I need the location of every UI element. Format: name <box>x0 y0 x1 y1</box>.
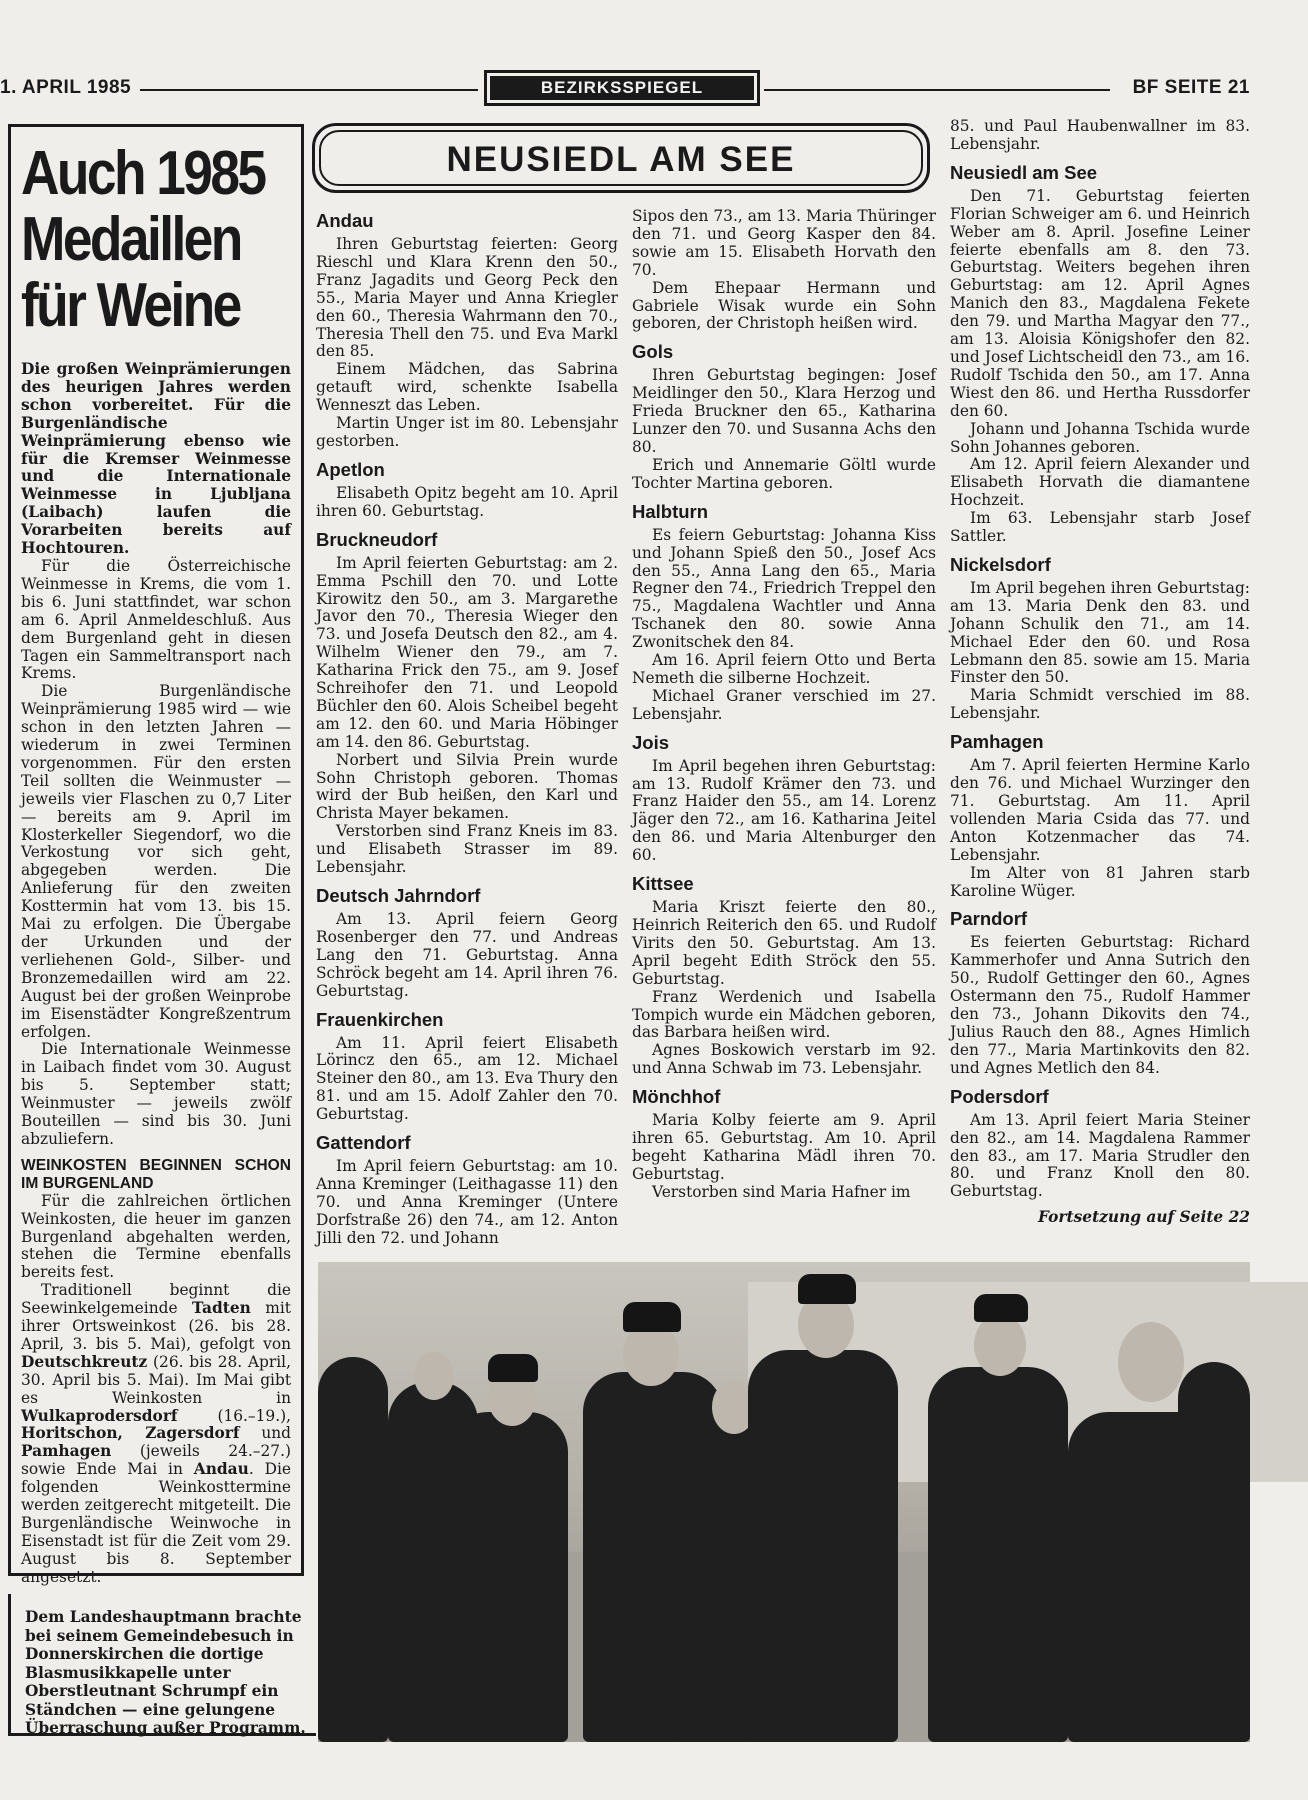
news-paragraph: Agnes Boskowich verstarb im 92. und Anna Schwab im 73. Lebensjahr. <box>632 1041 936 1078</box>
town-heading: Parndorf <box>950 908 1028 930</box>
news-paragraph: Es feierten Geburtstag: Richard Kammerhofer und Anna Sutrich den 50., Rudolf Gettinger den 60., Agnes Ostermann den 75., Rudolf Hammer den 73., Johann Dikovits den 74., Julius Rauch den 88., Agnes Himlich den 77., Maria Martinkovits den 82. und Agnes Metlich den 84. <box>950 933 1250 1077</box>
town-heading: Nickelsdorf <box>950 553 1051 575</box>
photo-figure <box>748 1350 898 1742</box>
photo-figure <box>448 1412 568 1742</box>
town-heading: Apetlon <box>316 458 385 480</box>
photo-figure <box>318 1357 388 1742</box>
place-name: Tadten <box>192 1299 251 1318</box>
header-rule-right <box>764 89 1110 91</box>
news-paragraph: Am 11. April feiert Elisabeth Lörincz den 65., am 12. Michael Steiner den 80., am 13. Eva Thury den 81. und am 15. Adolf Zahler den 70. Geburtstag. <box>316 1033 618 1124</box>
town-heading: Jois <box>632 731 670 753</box>
photo-figure-head <box>974 1314 1026 1376</box>
photo-figure-head <box>414 1352 454 1400</box>
article-paragraph: Für die zahlreichen örtlichen Weinkosten, die heuer im ganzen Burgenland abgehalten werden, stehen die Termine ebenfalls bereits fest. <box>21 1191 291 1282</box>
section-label-box <box>484 70 760 106</box>
news-paragraph: Michael Graner verschied im 27. Lebensjahr. <box>632 686 936 723</box>
news-paragraph: Am 16. April feiern Otto und Berta Nemeth die silberne Hochzeit. <box>632 651 936 687</box>
news-paragraph: Sipos den 73., am 13. Maria Thüringer den 71. und Georg Kasper den 84. sowie am 15. Elisabeth Horvath den 70. <box>632 207 936 279</box>
article-paragraph: Die Internationale Weinmesse in Laibach findet vom 30. August bis 5. September statt; Weinmuster — jeweils zwölf Bouteillen — sind bis 30. Juni abzuliefern. <box>21 1040 291 1148</box>
news-column-2 <box>632 208 936 1270</box>
town-heading: Neusiedl am See <box>950 161 1098 183</box>
place-name: Pamhagen <box>21 1442 112 1461</box>
news-paragraph: Ihren Geburtstag begingen: Josef Meidlinger den 50., Klara Herzog und Frieda Bruckner den 65., Katharina Lunzer den 70. und Susanna Achs den 80. <box>632 366 936 456</box>
photo-figure-cap <box>974 1294 1028 1322</box>
article-headline <box>21 141 296 339</box>
headline-line: Auch 1985 <box>21 139 265 208</box>
article-lead: Die großen Weinprämierungen des heurigen Jahres werden schon vorbereitet. Für die Burgenländische Weinprämierung ebenso wie für die Kremser Weinmesse und die Internationale Weinmesse in Ljubljana (Laibach) laufen die Vorarbeiten bereits auf Hochtouren. <box>21 360 291 558</box>
news-paragraph: Maria Kolby feierte am 9. April ihren 65. Geburtstag. Am 10. April begeht Katharina Mädl ihren 70. Geburtstag. <box>632 1111 936 1183</box>
news-paragraph: Dem Ehepaar Hermann und Gabriele Wisak wurde ein Sohn geboren, der Christoph heißen wird. <box>632 278 936 333</box>
news-column-3 <box>950 118 1250 1243</box>
headline-line: für Weine <box>21 271 240 340</box>
issue-date: 1. APRIL 1985 <box>0 77 132 98</box>
district-title: NEUSIEDL AM SEE <box>319 130 923 186</box>
text-run: und <box>239 1424 291 1443</box>
news-paragraph: Norbert und Silvia Prein wurde Sohn Christoph geboren. Thomas wird der Bub heißen, den Karl und Christa Mayer bekamen. <box>316 750 618 823</box>
section-label: BEZIRKSSPIEGEL <box>490 76 754 100</box>
place-name: Andau <box>193 1460 249 1479</box>
news-paragraph: Maria Kriszt feierte den 80., Heinrich Reiterich den 65. und Rudolf Virits den 50. Geburtstag. Am 13. April begeht Edith Ströck den 55. Geburtstag. <box>632 898 936 988</box>
article-body <box>21 558 291 1587</box>
photo-figure-head <box>1118 1322 1184 1402</box>
news-paragraph: Elisabeth Opitz begeht am 10. April ihren 60. Geburtstag. <box>316 483 618 520</box>
photo-figure-cap <box>798 1274 856 1304</box>
place-name: Horitschon, Zagersdorf <box>21 1424 240 1443</box>
news-paragraph: Den 71. Geburtstag feierten Florian Schweiger am 6. und Heinrich Weber am 8. April. Josefine Leiner feierte ebenfalls am 8. den 73. Geburtstag. Weiters begehen ihren Geburtstag: am 12. April Agnes Manich den 83., Magdalena Fekete den 79. und Martha Magyar den 77., am 13. Aloisia Königshofer den 82. und Josef Lichtscheidl den 73., am 16. Rudolf Tschida den 50., am 17. Anna Wiest den 86. und Hertha Russdorfer den 60. <box>950 186 1250 420</box>
place-name: Wulkaprodersdorf <box>21 1406 178 1425</box>
header-rule-left <box>140 89 478 91</box>
text-run: mit ihrer Ortsweinkost (26. bis 28. April, 3. bis 5. Mai), gefolgt von <box>21 1299 291 1353</box>
article-paragraph: Für die Österreichische Weinmesse in Krems, die vom 1. bis 6. Juni stattfindet, war schon am 6. April Anmeldeschluß. Aus dem Burgenland geht in diesen Tagen ein Sammeltransport nach Krems. <box>21 556 291 683</box>
town-heading: Pamhagen <box>950 731 1044 753</box>
news-paragraph: Verstorben sind Franz Kneis im 83. und Elisabeth Strasser im 89. Lebensjahr. <box>316 822 618 877</box>
news-paragraph: Am 7. April feierten Hermine Karlo den 76. und Michael Wurzinger den 71. Geburtstag. Am 11. April vollenden Maria Csida das 77. und Anton Kotzenmacher das 74. Lebensjahr. <box>950 756 1250 864</box>
news-paragraph: Am 12. April feiern Alexander und Elisabeth Horvath die diamantene Hochzeit. <box>950 455 1250 510</box>
continuation-note: Fortsetzung auf Seite 22 <box>1038 1208 1250 1227</box>
photo-figure <box>1178 1362 1250 1742</box>
town-heading: Halbturn <box>632 500 709 522</box>
text-run: (jeweils 24.–27.) sowie Ende Mai in <box>21 1442 291 1479</box>
town-heading: Frauenkirchen <box>316 1008 444 1030</box>
photo-figure-cap <box>488 1354 538 1382</box>
news-paragraph: Am 13. April feiern Georg Rosenberger den 77. und Andreas Lang den 71. Geburtstag. Anna Schröck begeht am 14. April ihren 76. Geburtstag. <box>316 910 618 1000</box>
news-paragraph: Einem Mädchen, das Sabrina getauft wird, schenkte Isabella Wenneszt das Leben. <box>316 360 618 415</box>
text-run: (26. bis 28. April, 30. April bis 5. Mai). Im Mai gibt es Weinkosten in <box>21 1352 291 1407</box>
news-paragraph: Johann und Johanna Tschida wurde Sohn Johannes geboren. <box>950 419 1250 456</box>
band-photo <box>318 1262 1250 1742</box>
town-heading: Bruckneudorf <box>316 528 438 550</box>
news-paragraph: 85. und Paul Haubenwallner im 83. Lebensjahr. <box>950 117 1250 153</box>
town-heading: Kittsee <box>632 873 694 895</box>
news-paragraph: Am 13. April feiert Maria Steiner den 82., am 14. Magdalena Rammer den 83., am 17. Maria Strudler den 80. und Franz Knoll den 80. Geburtstag. <box>950 1110 1250 1201</box>
news-paragraph: Franz Werdenich und Isabella Tompich wurde ein Mädchen geboren, das Barbara heißen wird. <box>632 987 936 1042</box>
news-paragraph: Es feiern Geburtstag: Johanna Kiss und Johann Spieß den 50., Josef Acs den 55., Anna Lang den 65., Maria Regner den 74., Friedrich Treppel den 75., Magdalena Wachtler und Anna Tschanek den 80. sowie Anna Zwonitschek den 84. <box>632 525 936 652</box>
news-paragraph: Erich und Annemarie Göltl wurde Tochter Martina geboren. <box>632 455 936 492</box>
news-paragraph: Im April begehen ihren Geburtstag: am 13. Maria Denk den 83. und Johann Schulik den 71., am 14. Michael Eder den 60. und Rosa Lebmann den 85. sowie am 15. Maria Finster den 50. <box>950 578 1250 687</box>
article-paragraph: Die Burgenländische Weinprämierung 1985 wird — wie schon in den letzten Jahren — wiederum in zwei Terminen vorgenommen. Für den ersten Teil sollten die Weinmuster — jeweils vier Flaschen zu 0,7 Liter — bereits am 9. April im Klosterkeller Siegendorf, wo die Verkostung vor sich geht, abgegeben werden. Die Anlieferung für den zweiten Kosttermin hat vom 13. bis 15. Mai zu erfolgen. Die Übergabe der Urkunden und der verliehenen Gold-, Silber- und Bronzemedaillen wird am 22. August bei der großen Weinprobe im Eisenstädter Kongreßzentrum erfolgen. <box>21 682 291 1041</box>
news-paragraph: Martin Unger ist im 80. Lebensjahr gestorben. <box>316 414 618 450</box>
text-run: (16.–19.), <box>177 1406 291 1425</box>
wine-article <box>8 124 304 1586</box>
district-banner <box>312 123 930 193</box>
town-heading: Podersdorf <box>950 1085 1049 1107</box>
page-number: BF SEITE 21 <box>1132 77 1250 98</box>
article-paragraph <box>21 1282 291 1586</box>
text-run: Traditionell beginnt die Seewinkelgemeinde <box>21 1281 291 1318</box>
photo-caption: Dem Landeshauptmann brachte bei seinem Gemeindebesuch in Donnerskirchen die dortige Blasmusikkapelle unter Oberstleutnant Schrumpf ein Ständchen — eine gelungene Überraschung außer Programm. <box>8 1594 316 1736</box>
news-paragraph: Im April feierten Geburtstag: am 2. Emma Pschill den 70. und Lotte Kirowitz den 50., am 3. Margarethe Javor den 70., Theresia Wieger den 73. und Josefa Deutsch den 82., am 4. Wilhelm Wiener den 79., am 7. Katharina Frick den 75., am 9. Josef Schreihofer den 71. und Leopold Büchler den 60. Alois Scheibel begeht am 12. den 60. und Maria Höbinger am 14. den 86. Geburtstag. <box>316 553 618 751</box>
news-paragraph: Im April feiern Geburtstag: am 10. Anna Kreminger (Leithagasse 11) den 70. und Anna Kreminger (Untere Dorfstraße 26) den 74., am 12. Anton Jilli den 72. und Johann <box>316 1157 618 1247</box>
news-column-1 <box>316 210 618 1270</box>
text-run: . Die folgenden Weinkosttermine werden zeitgerecht mitgeteilt. Die Burgenländische Weinwoche in Eisenstadt ist für die Zeit vom 29. August bis 8. September angesetzt. <box>21 1460 291 1586</box>
news-paragraph: Verstorben sind Maria Hafner im <box>652 1182 911 1201</box>
article-subheading: WEINKOSTEN BEGINNEN SCHON IM BURGENLAND <box>21 1156 291 1192</box>
news-paragraph: Im April begehen ihren Geburtstag: am 13. Rudolf Krämer den 73. und Franz Haider den 55., am 14. Lorenz Jäger den 72., am 16. Katharina Jeitel den 86. und Maria Altenburger den 60. <box>632 756 936 865</box>
photo-figure-cap <box>623 1302 681 1332</box>
photo-figure <box>928 1367 1068 1742</box>
news-paragraph: Maria Schmidt verschied im 88. Lebensjahr. <box>950 686 1250 723</box>
page-header <box>0 70 1250 110</box>
place-name: Deutschkreutz <box>21 1352 148 1371</box>
news-paragraph: Im Alter von 81 Jahren starb Karoline Wüger. <box>950 863 1250 900</box>
town-heading: Gattendorf <box>316 1132 411 1154</box>
news-paragraph: Im 63. Lebensjahr starb Josef Sattler. <box>950 509 1250 546</box>
town-heading: Andau <box>316 210 374 231</box>
town-heading: Deutsch Jahrndorf <box>316 885 481 906</box>
town-heading: Gols <box>632 341 674 363</box>
town-heading: Mönchhof <box>632 1086 721 1108</box>
headline-line: Medaillen <box>21 205 241 274</box>
news-paragraph: Ihren Geburtstag feierten: Georg Rieschl und Klara Krenn den 50., Franz Jagadits und Georg Peck den 55., Maria Mayer und Anna Kriegler den 60., Theresia Wahrmann den 70., Theresia Thell den 75. und Eva Markl den 85. <box>316 235 618 361</box>
